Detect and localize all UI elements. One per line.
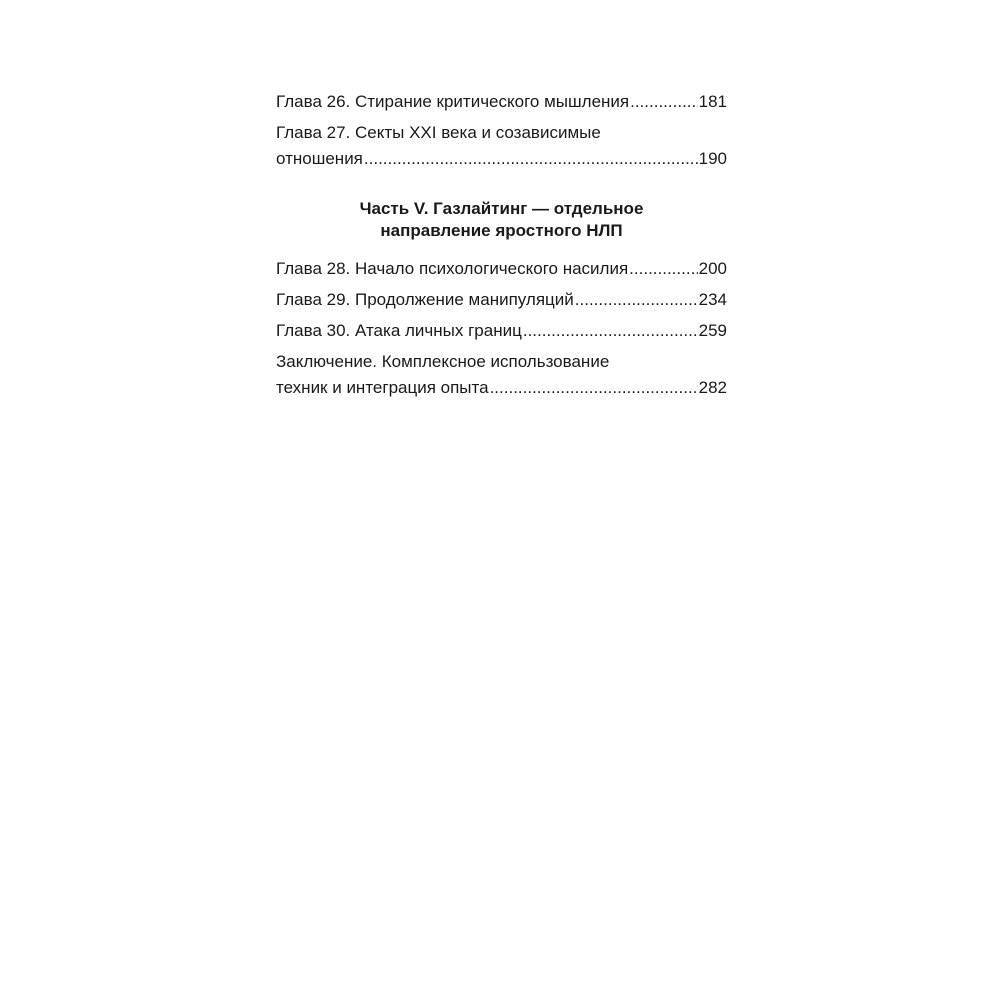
dot-leader <box>575 287 698 313</box>
conclusion-title-line2: техник и интеграция опыта <box>276 378 489 397</box>
conclusion-page: 282 <box>698 378 727 397</box>
dot-leader <box>630 89 698 115</box>
chapter-27-title-line2: отношения <box>276 149 363 168</box>
chapter-26-title: Глава 26. Стирание критического мышления <box>276 92 630 111</box>
part-5-heading-line2: направление яростного НЛП <box>380 221 623 240</box>
chapter-29-title: Глава 29. Продолжение манипуляций <box>276 290 574 309</box>
conclusion-title-line1: Заключение. Комплексное использование <box>276 352 610 371</box>
chapter-28-page: 200 <box>698 259 727 278</box>
part-5-heading-line1: Часть V. Газлайтинг — отдельное <box>359 199 644 218</box>
chapter-30-page: 259 <box>698 321 727 340</box>
dot-leader <box>364 146 698 172</box>
toc-entry-conclusion <box>276 349 727 401</box>
dot-leader <box>629 256 697 282</box>
chapter-27-title-line1: Глава 27. Секты XXI века и созависимые <box>276 123 601 142</box>
toc-entry-chapter-27 <box>276 120 727 172</box>
dot-leader <box>523 318 698 344</box>
toc-entry-chapter-29 <box>276 287 727 313</box>
toc-entry-chapter-30 <box>276 318 727 344</box>
toc-entry-chapter-26 <box>276 89 727 115</box>
dot-leader <box>490 375 698 401</box>
chapter-28-title: Глава 28. Начало психологического насилия <box>276 259 629 278</box>
chapter-27-page: 190 <box>698 149 727 168</box>
table-of-contents <box>276 89 727 406</box>
chapter-26-page: 181 <box>698 92 727 111</box>
toc-entry-chapter-28 <box>276 256 727 282</box>
chapter-29-page: 234 <box>698 290 727 309</box>
part-5-heading <box>276 198 727 242</box>
chapter-30-title: Глава 30. Атака личных границ <box>276 321 522 340</box>
